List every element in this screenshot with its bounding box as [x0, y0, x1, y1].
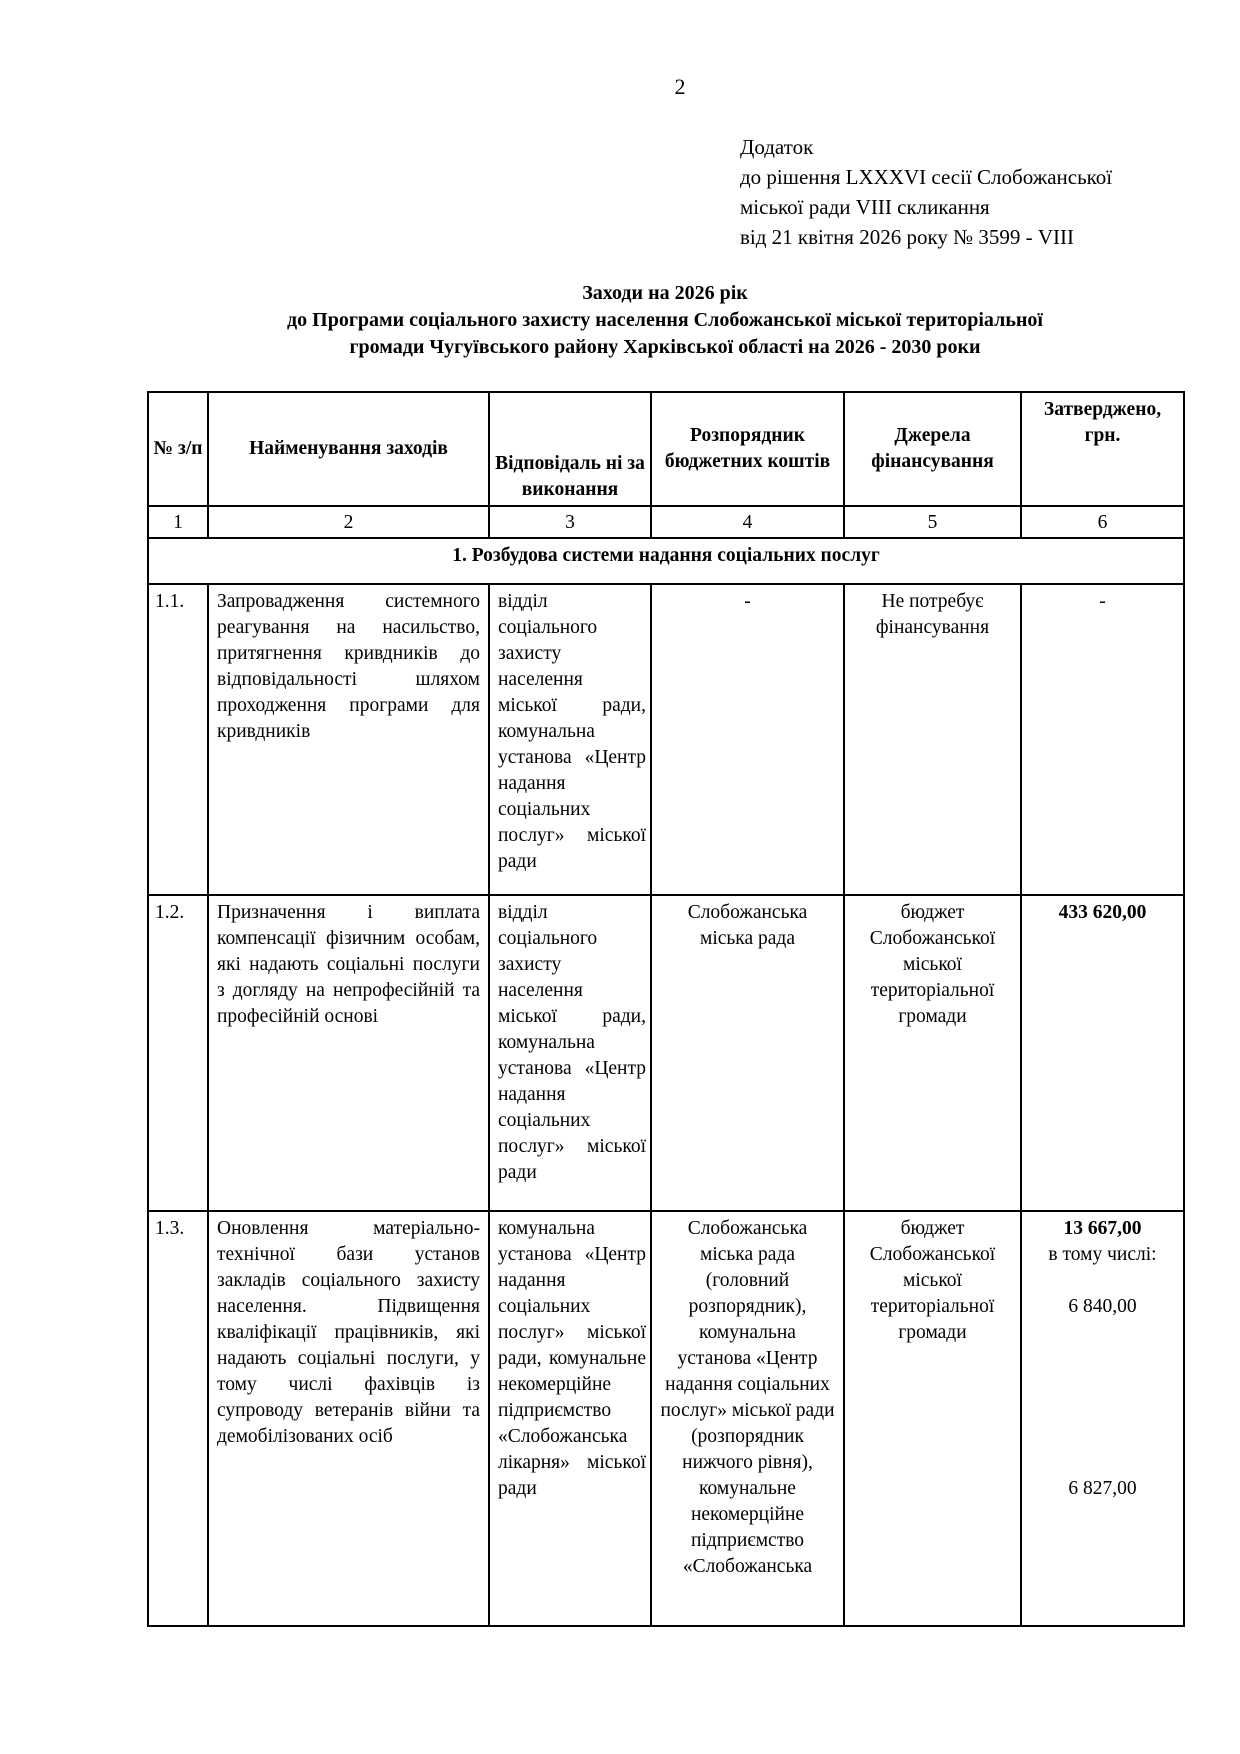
- budget-manager: -: [651, 584, 844, 895]
- column-number: 5: [844, 506, 1021, 538]
- column-number: 6: [1021, 506, 1184, 538]
- row-number: 1.1.: [148, 584, 208, 895]
- approved-amount: -: [1021, 584, 1184, 895]
- header-number: № з/п: [148, 392, 208, 506]
- responsible: комунальна установа «Центр надання соціальних послуг» міської ради, комунальне некомерційне підприємство «Слобожанська лікарня» міської ради: [489, 1211, 651, 1626]
- column-numbers-row: [148, 506, 1184, 538]
- measure-name: Призначення і виплата компенсації фізичним особам, які надають соціальні послуги з догляду на непрофесійній та професійній основі: [208, 895, 489, 1211]
- budget-manager: Слобожанська міська рада: [651, 895, 844, 1211]
- funding-source: бюджет Слобожанської міської територіальної громади: [844, 895, 1021, 1211]
- funding-source: бюджет Слобожанської міської територіальної громади: [844, 1211, 1021, 1626]
- page-number: 2: [674, 74, 686, 99]
- approved-total: 13 667,00: [1063, 1218, 1142, 1239]
- appendix-line: міської ради VIII скликання: [740, 195, 990, 219]
- column-number: 4: [651, 506, 844, 538]
- row-number: 1.3.: [148, 1211, 208, 1626]
- column-number: 1: [148, 506, 208, 538]
- header-responsible: Відповідаль ні за виконання: [489, 392, 651, 506]
- approved-including-label: в тому числі:: [1048, 1244, 1157, 1265]
- approved-amount: 433 620,00: [1021, 895, 1184, 1211]
- table-header-row: [148, 392, 1184, 506]
- column-number: 3: [489, 506, 651, 538]
- header-manager: Розпорядник бюджетних коштів: [651, 392, 844, 506]
- title-line: Заходи на 2026 рік: [582, 282, 748, 304]
- section-title: 1. Розбудова системи надання соціальних послуг: [148, 538, 1184, 584]
- title-line: до Програми соціального захисту населення Слобожанської міської територіальної: [287, 309, 1043, 331]
- approved-amount-cell: [1021, 1211, 1184, 1626]
- approved-part: 6 840,00: [1068, 1296, 1137, 1317]
- measures-table: [147, 391, 1185, 1627]
- funding-source: Не потребує фінансування: [844, 584, 1021, 895]
- column-number: 2: [208, 506, 489, 538]
- measure-name: Оновлення матеріально-технічної бази установ закладів соціального захисту населення. Підвищення кваліфікації працівників, які надають соціальні послуги, у тому числі фахівців із супроводу ветеранів війни та демобілізованих осіб: [208, 1211, 489, 1626]
- section-row: [148, 538, 1184, 584]
- appendix-line: від 21 квітня 2026 року № 3599 - VIII: [740, 225, 1075, 249]
- header-name: Найменування заходів: [208, 392, 489, 506]
- budget-manager: Слобожанська міська рада (головний розпорядник), комунальна установа «Центр надання соціальних послуг» міської ради (розпорядник нижчого рівня), комунальне некомерційне підприємство «Слобожанська: [651, 1211, 844, 1626]
- appendix-line: Додаток: [740, 135, 814, 159]
- table-row: [148, 895, 1184, 1211]
- document-title: [147, 280, 1183, 361]
- row-number: 1.2.: [148, 895, 208, 1211]
- title-line: громади Чугуївського району Харківської області на 2026 - 2030 роки: [349, 336, 981, 358]
- measure-name: Запровадження системного реагування на насильство, притягнення кривдників до відповідальності шляхом проходження програми для кривдників: [208, 584, 489, 895]
- approved-part: 6 827,00: [1068, 1478, 1137, 1499]
- table-row: [148, 584, 1184, 895]
- responsible: відділ соціального захисту населення міської ради, комунальна установа «Центр надання соціальних послуг» міської ради: [489, 584, 651, 895]
- header-approved: Затверджено, грн.: [1021, 392, 1184, 506]
- appendix-line: до рішення LXXXVI сесії Слобожанської: [740, 165, 1113, 189]
- table-row: [148, 1211, 1184, 1626]
- appendix-block: [740, 132, 1112, 252]
- header-source: Джерела фінансування: [844, 392, 1021, 506]
- responsible: відділ соціального захисту населення міської ради, комунальна установа «Центр надання соціальних послуг» міської ради: [489, 895, 651, 1211]
